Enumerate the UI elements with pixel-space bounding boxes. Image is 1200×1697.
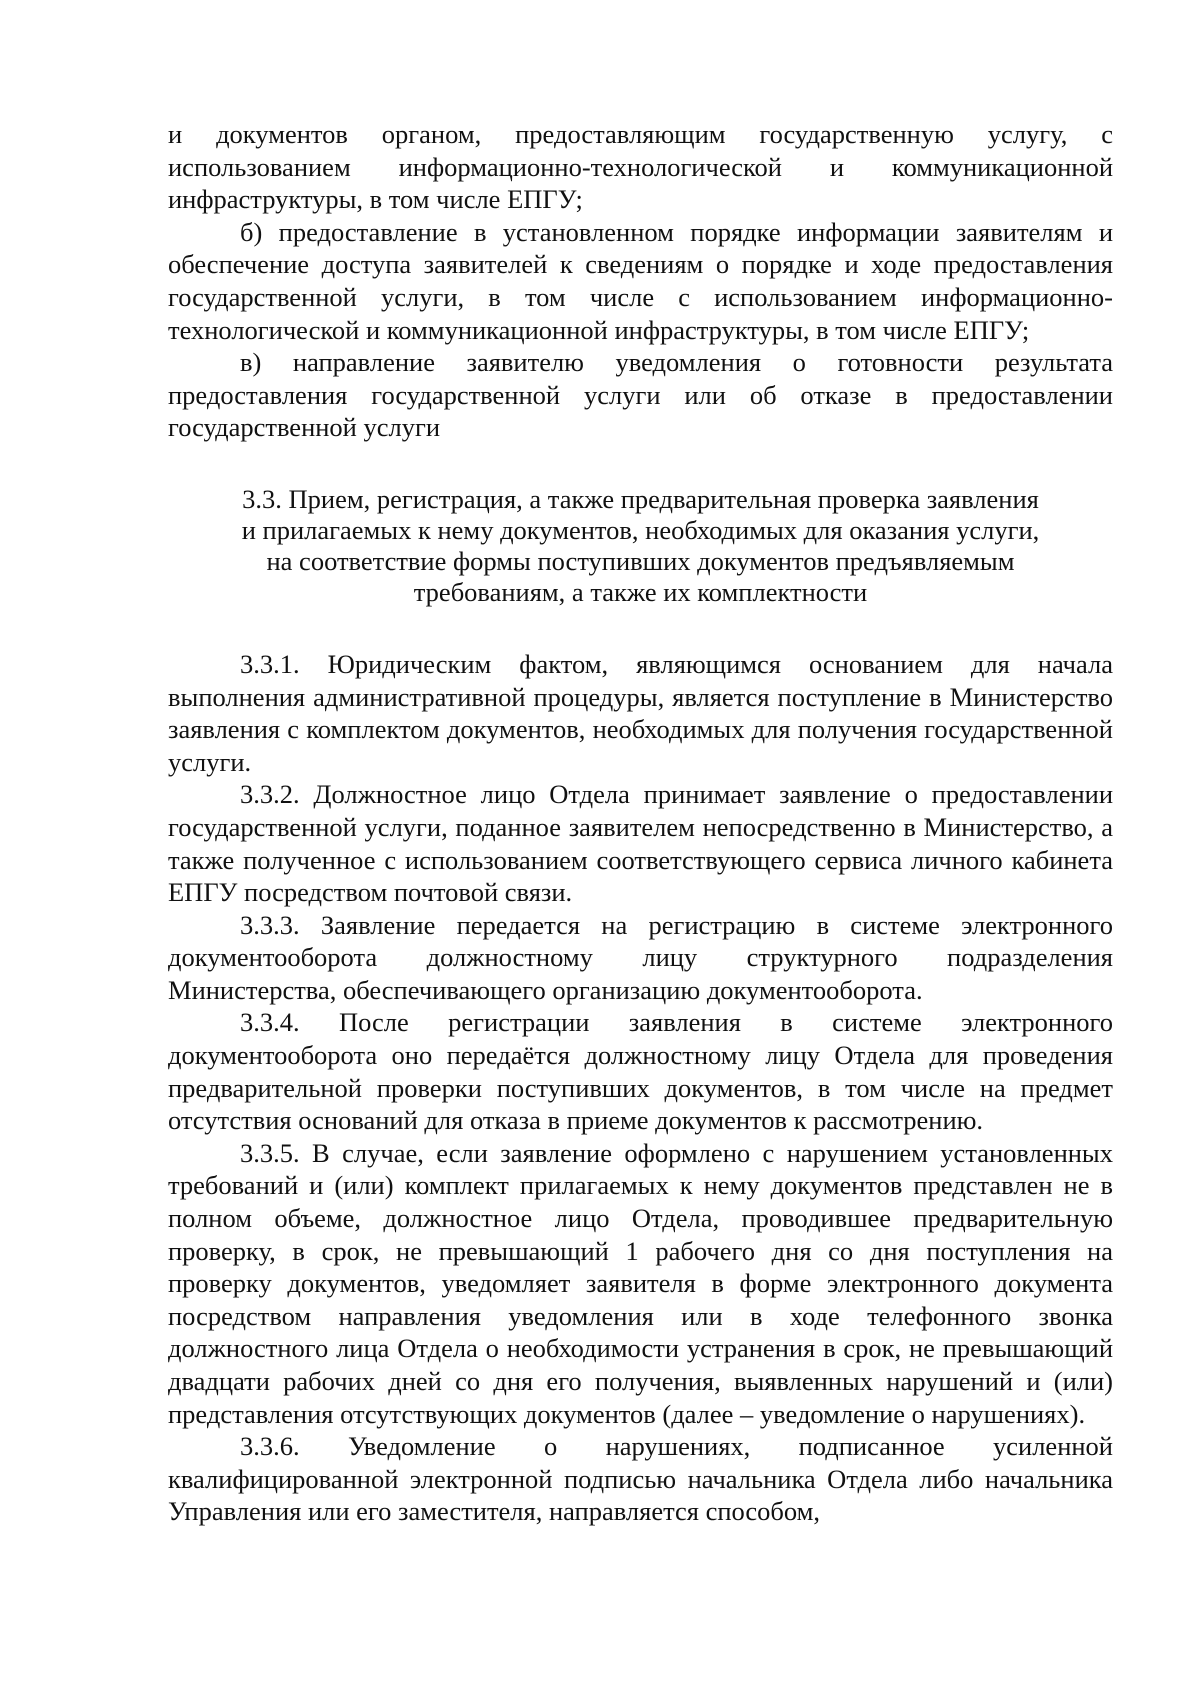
paragraph-continuation: и документов органом, предоставляющим государственную услугу, с использованием информационно-технологической и коммуникационной инфраструктуры, в том числе ЕПГУ; xyxy=(168,119,1113,215)
paragraph-3-3-3: 3.3.3. Заявление передается на регистрацию в системе электронного документооборота должностному лицу структурного подразделения Министерства, обеспечивающего организацию документооборота. xyxy=(168,909,1113,1005)
paragraph-3-3-4: 3.3.4. После регистрации заявления в системе электронного документооборота оно передаётся должностному лицу Отдела для проведения предварительной проверки поступивших документов, в том числе на предмет отсутствия оснований для отказа в приеме документов к рассмотрению. xyxy=(168,1007,1113,1136)
paragraph-item-v: в) направление заявителю уведомления о готовности результата предоставления государственной услуги или об отказе в предоставлении государственной услуги xyxy=(168,347,1113,443)
paragraph-3-3-1: 3.3.1. Юридическим фактом, являющимся основанием для начала выполнения административной процедуры, является поступление в Министерство заявления с комплектом документов, необходимых для получения государственной услуги. xyxy=(168,648,1113,777)
paragraph-3-3-6: 3.3.6. Уведомление о нарушениях, подписанное усиленной квалифицированной электронной подписью начальника Отдела либо начальника Управления или его заместителя, направляется способом, xyxy=(168,1431,1113,1527)
section-heading-line: и прилагаемых к нему документов, необходимых для оказания услуги, xyxy=(241,514,1040,545)
section-heading xyxy=(168,484,1113,608)
section-heading-line: требованиям, а также их комплектности xyxy=(413,576,868,607)
paragraph-3-3-2: 3.3.2. Должностное лицо Отдела принимает заявление о предоставлении государственной услуги, поданное заявителем непосредственно в Министерство, а также полученное с использованием соответствующего сервиса личного кабинета ЕПГУ посредством почтовой связи. xyxy=(168,779,1113,908)
section-heading-line: на соответствие формы поступивших документов предъявляемым xyxy=(266,545,1015,576)
paragraph-item-b: б) предоставление в установленном порядке информации заявителям и обеспечение доступа заявителей к сведениям о порядке и ходе предоставления государственной услуги, в том числе с использованием информационно-технологической и коммуникационной инфраструктуры, в том числе ЕПГУ; xyxy=(168,216,1113,345)
document-page xyxy=(168,118,1113,1528)
paragraph-3-3-5: 3.3.5. В случае, если заявление оформлено с нарушением установленных требований и (или) комплект прилагаемых к нему документов представлен не в полном объеме, должностное лицо Отдела, проводившее предварительную проверку, в срок, не превышающий 1 рабочего дня со дня поступления на проверку документов, уведомляет заявителя в форме электронного документа посредством направления уведомления или в ходе телефонного звонка должностного лица Отдела о необходимости устранения в срок, не превышающий двадцати рабочих дней со дня его получения, выявленных нарушений и (или) представления отсутствующих документов (далее – уведомление о нарушениях). xyxy=(168,1137,1113,1429)
section-heading-line: 3.3. Прием, регистрация, а также предварительная проверка заявления xyxy=(242,483,1039,514)
